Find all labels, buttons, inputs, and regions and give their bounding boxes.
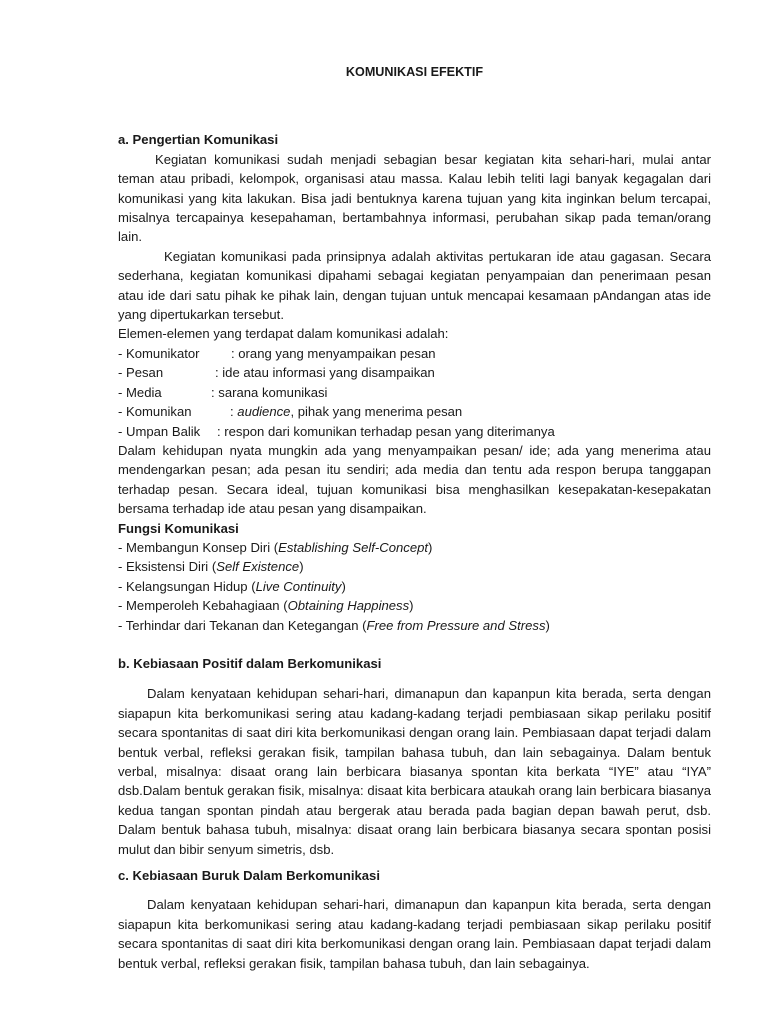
section-c-paragraph: Dalam kenyataan kehidupan sehari-hari, dimanapun dan kapanpun kita berada, serta dengan siapapun kita berkomunikasi sering atau kadang-kadang terjadi pembiasaan sikap perilaku positif secara spontanitas di saat diri kita berkomunikasi dengan orang lain. Pembiasaan dapat terjadi dalam bentuk verbal, refleksi gerakan fisik, tampilan bahasa tubuh, dan lain sebagainya. xyxy=(118,897,711,971)
element-desc: : ide atau informasi yang disampaikan xyxy=(215,365,435,381)
element-desc: : orang yang menyampaikan pesan xyxy=(231,345,436,361)
element-row xyxy=(118,363,711,382)
element-term: - Komunikator xyxy=(118,345,200,361)
document-content xyxy=(118,63,711,973)
function-label: - Terhindar dari Tekanan dan Ketegangan ( xyxy=(118,617,367,633)
element-row xyxy=(118,402,711,421)
element-desc-prefix: : xyxy=(230,404,238,420)
element-desc: : sarana komunikasi xyxy=(211,384,328,400)
section-c-heading: c. Kebiasaan Buruk Dalam Berkomunikasi xyxy=(118,868,380,884)
element-term: - Umpan Balik xyxy=(118,423,201,439)
function-english: Establishing Self-Concept xyxy=(278,539,429,555)
function-close: ) xyxy=(409,598,414,614)
element-term: - Media xyxy=(118,384,162,400)
function-english: Free from Pressure and Stress xyxy=(366,617,546,633)
element-row xyxy=(118,344,711,363)
function-close: ) xyxy=(545,617,550,633)
function-item xyxy=(118,557,711,576)
section-b-heading: b. Kebiasaan Positif dalam Berkomunikasi xyxy=(118,655,382,671)
function-label: - Membangun Konsep Diri ( xyxy=(118,539,279,555)
function-item xyxy=(118,616,711,635)
function-english: Obtaining Happiness xyxy=(287,598,410,614)
section-a-paragraph-3: Dalam kehidupan nyata mungkin ada yang menyampaikan pesan/ ide; ada yang menerima atau mendengarkan pesan; ada pesan itu sendiri; ada media dan tentu ada respon berupa tanggapan terhadap pesan. Secara ideal, tujuan komunikasi bisa menghasilkan kesepakatan-kesepakatan bersama terhadap ide atau pesan yang disampaikan. xyxy=(118,442,711,517)
section-a-paragraph-1: Kegiatan komunikasi sudah menjadi sebagian besar kegiatan kita sehari-hari, mulai antar teman atau pribadi, kelompok, organisasi atau massa. Kalau lebih teliti lagi banyak kegagalan dari komunikasi yang kita lakukan. Bisa jadi bentuknya karena tujuan yang kita inginkan belum tercapai, misalnya tercapainya kesepahaman, bertambahnya informasi, perubahan sikap pada teman/orang lain. xyxy=(118,151,711,245)
element-desc: : respon dari komunikan terhadap pesan yang diterimanya xyxy=(217,423,555,439)
element-term: - Komunikan xyxy=(118,404,192,420)
function-english: Live Continuity xyxy=(255,578,342,594)
function-item xyxy=(118,577,711,596)
function-close: ) xyxy=(428,539,433,555)
element-row xyxy=(118,422,711,441)
function-label: - Kelangsungan Hidup ( xyxy=(118,578,256,594)
function-close: ) xyxy=(341,578,346,594)
function-item xyxy=(118,538,711,557)
element-row xyxy=(118,383,711,402)
function-close: ) xyxy=(299,559,304,575)
function-english: Self Existence xyxy=(216,559,300,575)
functions-heading: Fungsi Komunikasi xyxy=(118,520,239,536)
element-desc-italic: audience xyxy=(237,404,291,420)
element-term: - Pesan xyxy=(118,365,164,381)
section-b-paragraph: Dalam kenyataan kehidupan sehari-hari, dimanapun dan kapanpun kita berada, serta dengan siapapun kita berkomunikasi sering atau kadang-kadang terjadi pembiasaan sikap perilaku positif secara spontanitas di saat diri kita berkomunikasi dengan orang lain. Pembiasaan dapat terjadi dalam bentuk verbal, refleksi gerakan fisik, tampilan bahasa tubuh, dan lain sebagainya. Dalam bentuk verbal, misalnya: disaat orang lain berbicara biasanya spontan kita berkata “IYE” atau “IYA” dsb.Dalam bentuk gerakan fisik, misalnya: disaat kita berbicara ataukah orang lain berbicara biasanya kedua tangan spontan pindah atau bergerak atau berada pada bagian depan bawah perut, dsb. Dalam bentuk bahasa tubuh, misalnya: disaat orang lain berbicara biasanya secara spontan posisi mulut dan bibir senyum simetris, dsb. xyxy=(118,686,711,857)
section-a-heading: a. Pengertian Komunikasi xyxy=(118,132,279,148)
function-label: - Memperoleh Kebahagiaan ( xyxy=(118,598,288,614)
elements-intro: Elemen-elemen yang terdapat dalam komunikasi adalah: xyxy=(118,326,449,342)
section-a-paragraph-2: Kegiatan komunikasi pada prinsipnya adalah aktivitas pertukaran ide atau gagasan. Secara sederhana, kegiatan komunikasi dipahami sebagai kegiatan penyampaian dan penerimaan pesan atau ide dari satu pihak ke pihak lain, dengan tujuan untuk mencapai kesamaan pAndangan atas ide yang dipertukarkan tersebut. xyxy=(118,248,711,323)
function-label: - Eksistensi Diri ( xyxy=(118,559,217,575)
function-item xyxy=(118,596,711,615)
page-title: KOMUNIKASI EFEKTIF xyxy=(345,65,484,79)
element-desc-suffix: , pihak yang menerima pesan xyxy=(290,404,463,420)
